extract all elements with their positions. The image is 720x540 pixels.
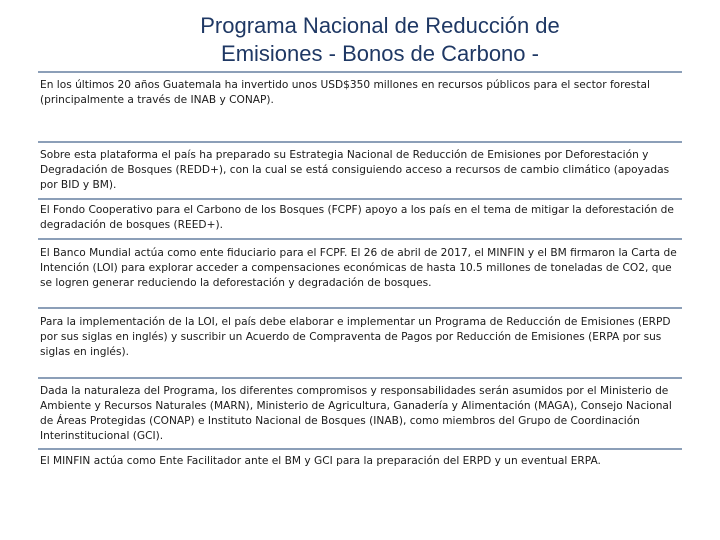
divider-7: [38, 448, 682, 450]
divider-2: [38, 141, 682, 143]
divider-1: [38, 71, 682, 73]
paragraph-fcpf: El Fondo Cooperativo para el Carbono de los Bosques (FCPF) apoyo a los país en el tema de mitigar la deforestación de degradación de bosques (REED+).: [40, 204, 674, 231]
divider-4: [38, 238, 682, 240]
paragraph-minfin: El MINFIN actúa como Ente Facilitador ante el BM y GCI para la preparación del ERPD y un eventual ERPA.: [40, 455, 601, 467]
divider-6: [38, 377, 682, 379]
divider-3: [38, 198, 682, 200]
slide-title: [110, 12, 650, 68]
divider-5: [38, 307, 682, 309]
paragraph-investment: En los últimos 20 años Guatemala ha invertido unos USD$350 millones en recursos públicos para el sector forestal (principalmente a través de INAB y CONAP).: [40, 79, 650, 106]
paragraph-institutions: Dada la naturaleza del Programa, los diferentes compromisos y responsabilidades serán asumidos por el Ministerio de Ambiente y Recursos Naturales (MARN), Ministerio de Agricultura, Ganadería y Alimentación (MAGA), Consejo Nacional de Áreas Protegidas (CONAP) e Instituto Nacional de Bosques (INAB), como miembros del Grupo de Coordinación Interinstitucional (GCI).: [40, 385, 672, 442]
paragraph-world-bank-loi: El Banco Mundial actúa como ente fiduciario para el FCPF. El 26 de abril de 2017, el MINFIN y el BM firmaron la Carta de Intención (LOI) para explorar acceder a compensaciones económicas de hasta 10.5 millones de toneladas de CO2, que se logren generar reduciendo la deforestación y degradación de bosques.: [40, 247, 677, 289]
title-line-1: Programa Nacional de Reducción de: [200, 13, 560, 38]
title-line-2: Emisiones - Bonos de Carbono -: [221, 41, 539, 66]
paragraph-loi-implementation: Para la implementación de la LOI, el país debe elaborar e implementar un Programa de Reducción de Emisiones (ERPD por sus siglas en inglés) y suscribir un Acuerdo de Compraventa de Pagos por Reducción de Emisiones (ERPA por sus siglas en inglés).: [40, 316, 671, 358]
paragraph-redd-strategy: Sobre esta plataforma el país ha preparado su Estrategia Nacional de Reducción de Emisiones por Deforestación y Degradación de Bosques (REDD+), con la cual se está consiguiendo acceso a recursos de cambio climático (apoyadas por BID y BM).: [40, 149, 670, 191]
